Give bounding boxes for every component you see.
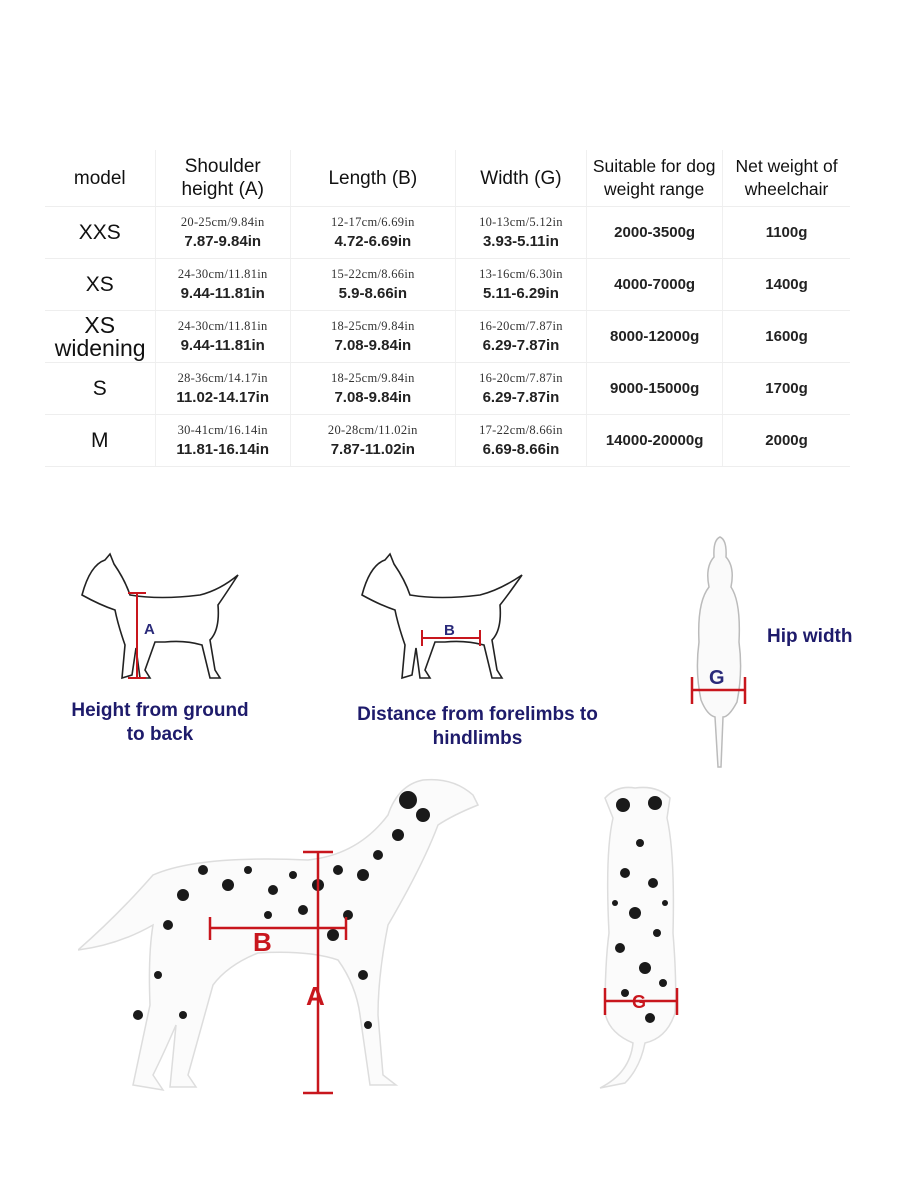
svg-text:A: A bbox=[306, 981, 325, 1011]
dalmatian-side-photo bbox=[78, 775, 488, 1100]
weight-range-cell: 2000-3500g bbox=[587, 207, 723, 259]
length-cell: 15-22cm/8.66in 5.9-8.66in bbox=[290, 259, 455, 311]
model-cell: M bbox=[45, 415, 155, 467]
dog-length-diagram bbox=[350, 550, 530, 685]
shoulder-cell: 24-30cm/11.81in 9.44-11.81in bbox=[155, 259, 290, 311]
length-cell: 18-25cm/9.84in 7.08-9.84in bbox=[290, 363, 455, 415]
weight-range-cell: 14000-20000g bbox=[587, 415, 723, 467]
length-cell: 12-17cm/6.69in 4.72-6.69in bbox=[290, 207, 455, 259]
svg-text:G: G bbox=[632, 992, 647, 1012]
width-cell: 17-22cm/8.66in 6.69-8.66in bbox=[455, 415, 586, 467]
weight-range-cell: 4000-7000g bbox=[587, 259, 723, 311]
svg-text:G: G bbox=[709, 667, 725, 689]
hip-width-label: Hip width bbox=[767, 626, 853, 647]
width-cell: 13-16cm/6.30in 5.11-6.29in bbox=[455, 259, 586, 311]
length-label: Distance from forelimbs to hindlimbs bbox=[357, 704, 598, 749]
net-weight-cell: 1100g bbox=[723, 207, 850, 259]
bull-terrier-outline-icon bbox=[362, 554, 522, 678]
table-row bbox=[45, 415, 850, 467]
header-net-weight: Net weight of wheelchair bbox=[723, 150, 850, 207]
length-cell: 18-25cm/9.84in 7.08-9.84in bbox=[290, 311, 455, 363]
svg-text:B: B bbox=[253, 927, 272, 957]
header-weight-range: Suitable for dog weight range bbox=[587, 150, 723, 207]
table-row bbox=[45, 311, 850, 363]
height-label: Height from ground to back bbox=[71, 700, 249, 745]
table-row bbox=[45, 259, 850, 311]
model-cell: XS bbox=[45, 259, 155, 311]
header-shoulder: Shoulder height (A) bbox=[155, 150, 290, 207]
header-model: model bbox=[45, 150, 155, 207]
model-cell: XXS bbox=[45, 207, 155, 259]
shoulder-cell: 30-41cm/16.14in 11.81-16.14in bbox=[155, 415, 290, 467]
width-cell: 16-20cm/7.87in 6.29-7.87in bbox=[455, 311, 586, 363]
weight-range-cell: 9000-15000g bbox=[587, 363, 723, 415]
weight-range-cell: 8000-12000g bbox=[587, 311, 723, 363]
model-cell: XS widening bbox=[45, 311, 155, 363]
header-width: Width (G) bbox=[455, 150, 586, 207]
net-weight-cell: 1700g bbox=[723, 363, 850, 415]
model-cell: S bbox=[45, 363, 155, 415]
dog-height-diagram bbox=[70, 550, 250, 685]
dalmatian-top-photo bbox=[595, 783, 685, 1098]
width-cell: 16-20cm/7.87in 6.29-7.87in bbox=[455, 363, 586, 415]
net-weight-cell: 2000g bbox=[723, 415, 850, 467]
size-chart-table bbox=[45, 150, 850, 467]
net-weight-cell: 1400g bbox=[723, 259, 850, 311]
shoulder-cell: 24-30cm/11.81in 9.44-11.81in bbox=[155, 311, 290, 363]
table-row bbox=[45, 207, 850, 259]
dog-top-outline-icon bbox=[697, 537, 740, 767]
dog-top-view-diagram bbox=[685, 532, 755, 772]
shoulder-cell: 20-25cm/9.84in 7.87-9.84in bbox=[155, 207, 290, 259]
net-weight-cell: 1600g bbox=[723, 311, 850, 363]
width-cell: 10-13cm/5.12in 3.93-5.11in bbox=[455, 207, 586, 259]
table-row bbox=[45, 363, 850, 415]
length-cell: 20-28cm/11.02in 7.87-11.02in bbox=[290, 415, 455, 467]
header-length: Length (B) bbox=[290, 150, 455, 207]
table-header-row bbox=[45, 150, 850, 207]
bull-terrier-outline-icon bbox=[82, 554, 238, 678]
svg-text:A: A bbox=[144, 621, 155, 638]
svg-text:B: B bbox=[444, 622, 455, 639]
shoulder-cell: 28-36cm/14.17in 11.02-14.17in bbox=[155, 363, 290, 415]
